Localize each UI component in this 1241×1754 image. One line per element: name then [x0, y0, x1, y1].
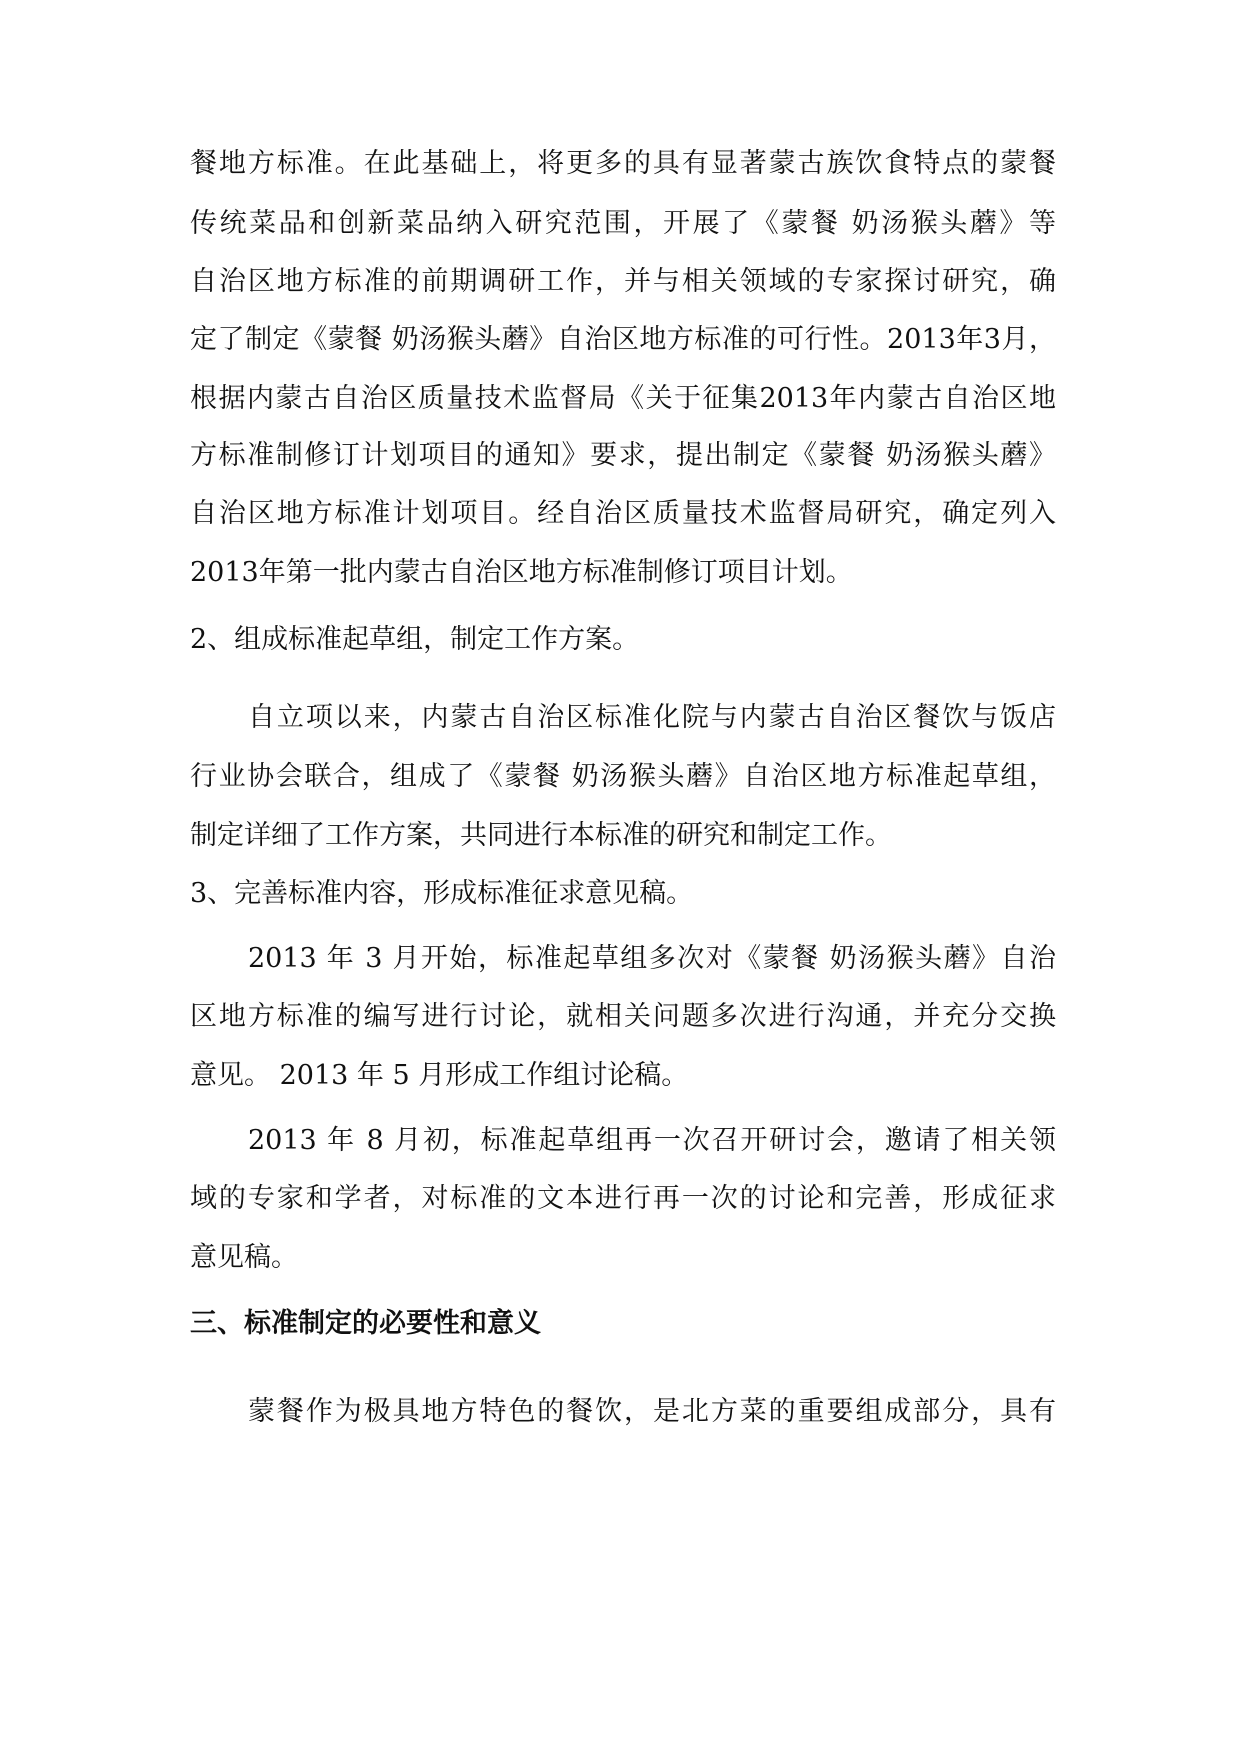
section-subheading: 3、完善标准内容，形成标准征求意见稿。 — [190, 878, 694, 909]
text-line: 蒙餐作为极具地方特色的餐饮，是北方菜的重要组成部分，具有 — [248, 1396, 1056, 1427]
text-line: 自治区地方标准的前期调研工作，并与相关领域的专家探讨研究，确 — [190, 266, 1056, 297]
text-line: 餐地方标准。在此基础上，将更多的具有显著蒙古族饮食特点的蒙餐 — [190, 148, 1056, 179]
text-line: 方标准制修订计划项目的通知》要求，提出制定《蒙餐 奶汤猴头蘑》 — [190, 440, 1056, 471]
text-line: 2013 年 8 月初，标准起草组再一次召开研讨会，邀请了相关领 — [248, 1125, 1056, 1156]
text-line: 区地方标准的编写进行讨论，就相关问题多次进行沟通，并充分交换 — [190, 1001, 1056, 1032]
section-heading: 三、标准制定的必要性和意义 — [190, 1308, 541, 1339]
text-line: 意见。 2013 年 5 月形成工作组讨论稿。 — [190, 1060, 689, 1091]
text-line: 2013 年 3 月开始，标准起草组多次对《蒙餐 奶汤猴头蘑》自治 — [248, 943, 1056, 974]
text-line: 自立项以来，内蒙古自治区标准化院与内蒙古自治区餐饮与饭店 — [248, 702, 1056, 733]
text-line: 意见稿。 — [190, 1242, 298, 1273]
text-line: 2013年第一批内蒙古自治区地方标准制修订项目计划。 — [190, 557, 853, 588]
text-line: 根据内蒙古自治区质量技术监督局《关于征集2013年内蒙古自治区地 — [190, 383, 1056, 414]
text-line: 定了制定《蒙餐 奶汤猴头蘑》自治区地方标准的可行性。2013年3月， — [190, 324, 1056, 355]
section-subheading: 2、组成标准起草组，制定工作方案。 — [190, 624, 640, 655]
text-line: 域的专家和学者，对标准的文本进行再一次的讨论和完善，形成征求 — [190, 1183, 1056, 1214]
text-line: 传统菜品和创新菜品纳入研究范围，开展了《蒙餐 奶汤猴头蘑》等 — [190, 208, 1056, 239]
text-line: 自治区地方标准计划项目。经自治区质量技术监督局研究，确定列入 — [190, 498, 1056, 529]
text-line: 行业协会联合，组成了《蒙餐 奶汤猴头蘑》自治区地方标准起草组， — [190, 761, 1056, 792]
text-line: 制定详细了工作方案，共同进行本标准的研究和制定工作。 — [190, 820, 892, 851]
